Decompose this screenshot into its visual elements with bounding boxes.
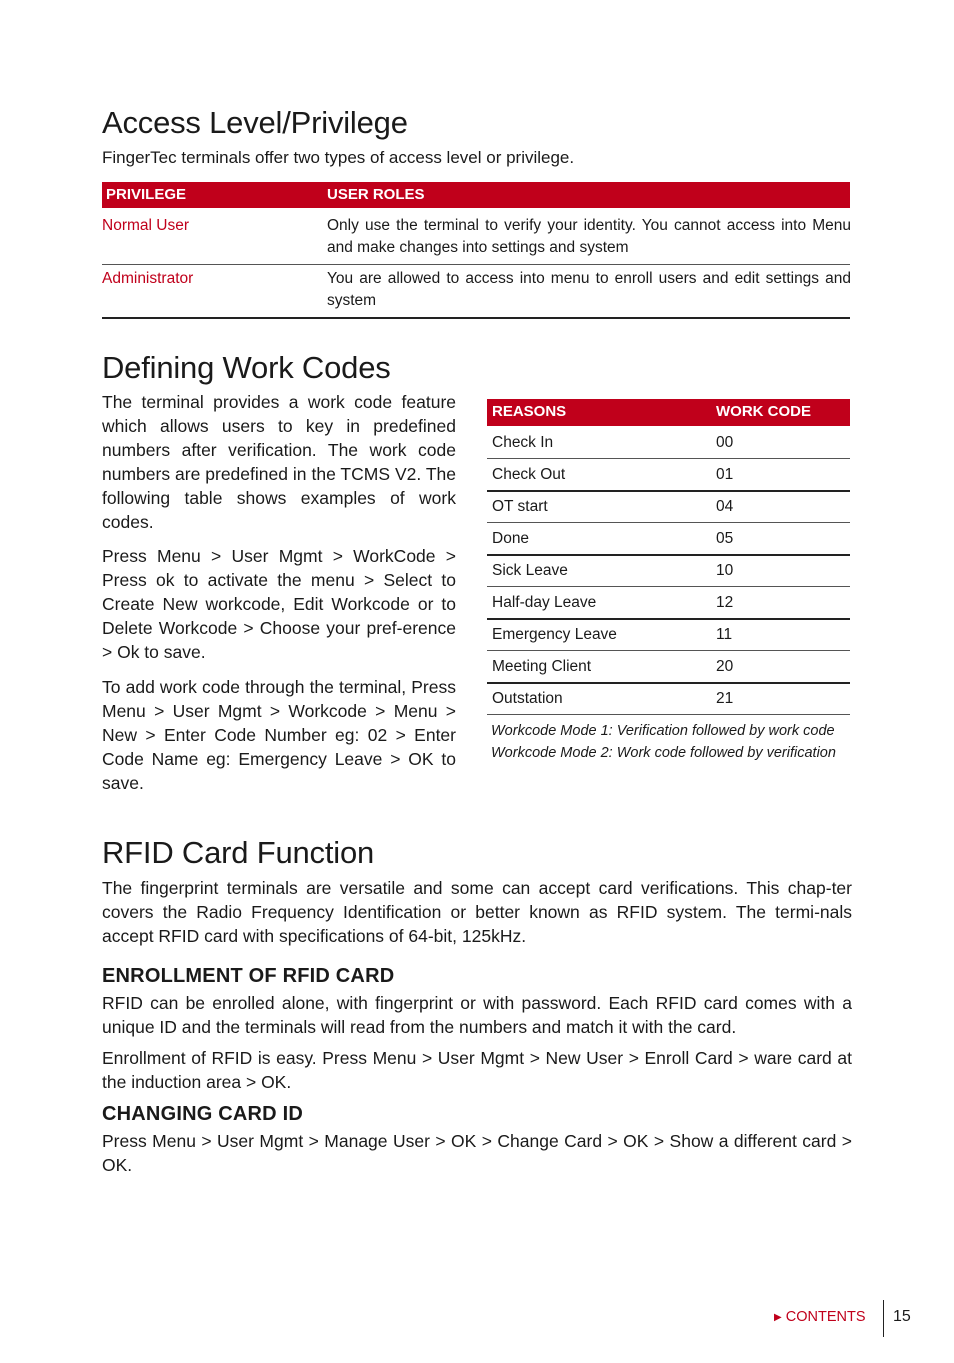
enrollment-heading: ENROLLMENT OF RFID CARD: [102, 965, 395, 987]
workcodes-paragraph-3: To add work code through the terminal, Press Menu > User Mgmt > Workcode > Menu > New > Enter Code Number eg: 02 > Enter Code Name eg: Emergency Leave > OK to save.: [102, 677, 456, 793]
privilege-table-bottom-rule: [102, 317, 850, 319]
privilege-column-header: PRIVILEGE: [106, 186, 187, 203]
privilege-row-divider: [102, 264, 850, 265]
workcode-reason-cell: Meeting Client: [492, 658, 592, 675]
workcode-reason-cell: Sick Leave: [492, 562, 568, 579]
workcode-reason-cell: Check In: [492, 434, 554, 451]
privilege-role-normal: Only use the terminal to verify your identity. You cannot access into Menu and make changes into settings and system: [327, 217, 851, 256]
workcodes-paragraph-1: The terminal provides a work code feature which allows users to key in predefined numbers after verification. The work code numbers are predefined in the TCMS V2. The following table shows examples of work codes.: [102, 392, 456, 532]
workcode-reason-cell: Half-day Leave: [492, 594, 597, 611]
privilege-role-admin: You are allowed to access into menu to enroll users and edit settings and system: [327, 270, 851, 309]
workcode-reason-cell: Check Out: [492, 466, 566, 483]
workcode-code-cell: 20: [716, 658, 734, 675]
workcode-code-cell: 01: [716, 466, 734, 483]
workcode-row-divider: [487, 458, 850, 459]
workcode-code-cell: 00: [716, 434, 734, 451]
workcode-table-header: [487, 399, 850, 426]
workcode-reason-cell: Outstation: [492, 690, 563, 707]
workcode-row-divider: [487, 490, 850, 492]
rfid-title: RFID Card Function: [102, 835, 375, 870]
workcode-row-divider: [487, 650, 850, 651]
rfid-intro: The fingerprint terminals are versatile and some can accept card verifications. This chap-ter covers the Radio Frequency Identification or better known as RFID system. The termi-nals accept RFID card with specifications of 64-bit, 125kHz.: [102, 878, 852, 946]
workcode-row-divider: [487, 618, 850, 620]
access-intro: FingerTec terminals offer two types of access level or privilege.: [102, 148, 575, 167]
workcode-code-cell: 12: [716, 594, 734, 611]
page-number: 15: [893, 1308, 911, 1325]
workcode-code-cell: 10: [716, 562, 734, 579]
privilege-table-header: [102, 182, 850, 208]
workcode-note-mode-1: Workcode Mode 1: Verification followed by work code: [491, 723, 835, 739]
contents-link-label: CONTENTS: [785, 1309, 866, 1325]
reasons-column-header: REASONS: [492, 403, 567, 420]
enrollment-paragraph-2: Enrollment of RFID is easy. Press Menu > User Mgmt > New User > Enroll Card > ware card at the induction area > OK.: [102, 1048, 852, 1092]
workcode-reason-cell: Emergency Leave: [492, 626, 617, 643]
changing-card-heading: CHANGING CARD ID: [102, 1103, 303, 1125]
workcode-row-divider: [487, 682, 850, 684]
workcode-column-header: WORK CODE: [716, 403, 811, 420]
contents-link[interactable]: [774, 1309, 865, 1325]
workcode-row-divider: [487, 714, 850, 715]
changing-card-paragraph: Press Menu > User Mgmt > Manage User > OK > Change Card > OK > Show a different card > OK.: [102, 1131, 852, 1175]
privilege-name-admin: Administrator: [102, 270, 194, 287]
privilege-name-normal: Normal User: [102, 217, 189, 234]
enrollment-paragraph-1: RFID can be enrolled alone, with fingerprint or with password. Each RFID card comes with a unique ID and the terminals will read from the numbers and match it with the card.: [102, 993, 852, 1037]
roles-column-header: USER ROLES: [327, 186, 425, 203]
access-title: Access Level/Privilege: [102, 105, 408, 140]
workcode-code-cell: 21: [716, 690, 734, 707]
workcode-code-cell: 05: [716, 530, 734, 547]
right-triangle-icon: ▶: [774, 1312, 782, 1323]
footer-divider: [883, 1300, 884, 1337]
workcode-code-cell: 11: [716, 626, 733, 643]
workcode-reason-cell: Done: [492, 530, 530, 547]
workcode-row-divider: [487, 554, 850, 556]
workcode-reason-cell: OT start: [492, 498, 548, 515]
workcode-note-mode-2: Workcode Mode 2: Work code followed by verification: [491, 745, 836, 761]
workcodes-title: Defining Work Codes: [102, 350, 391, 385]
workcodes-paragraph-2: Press Menu > User Mgmt > WorkCode > Press ok to activate the menu > Select to Create New workcode, Edit Workcode or to Delete Workcode > Choose your pref-erence > Ok to save.: [102, 546, 456, 662]
workcode-row-divider: [487, 586, 850, 587]
workcode-code-cell: 04: [716, 498, 734, 515]
workcode-row-divider: [487, 522, 850, 523]
